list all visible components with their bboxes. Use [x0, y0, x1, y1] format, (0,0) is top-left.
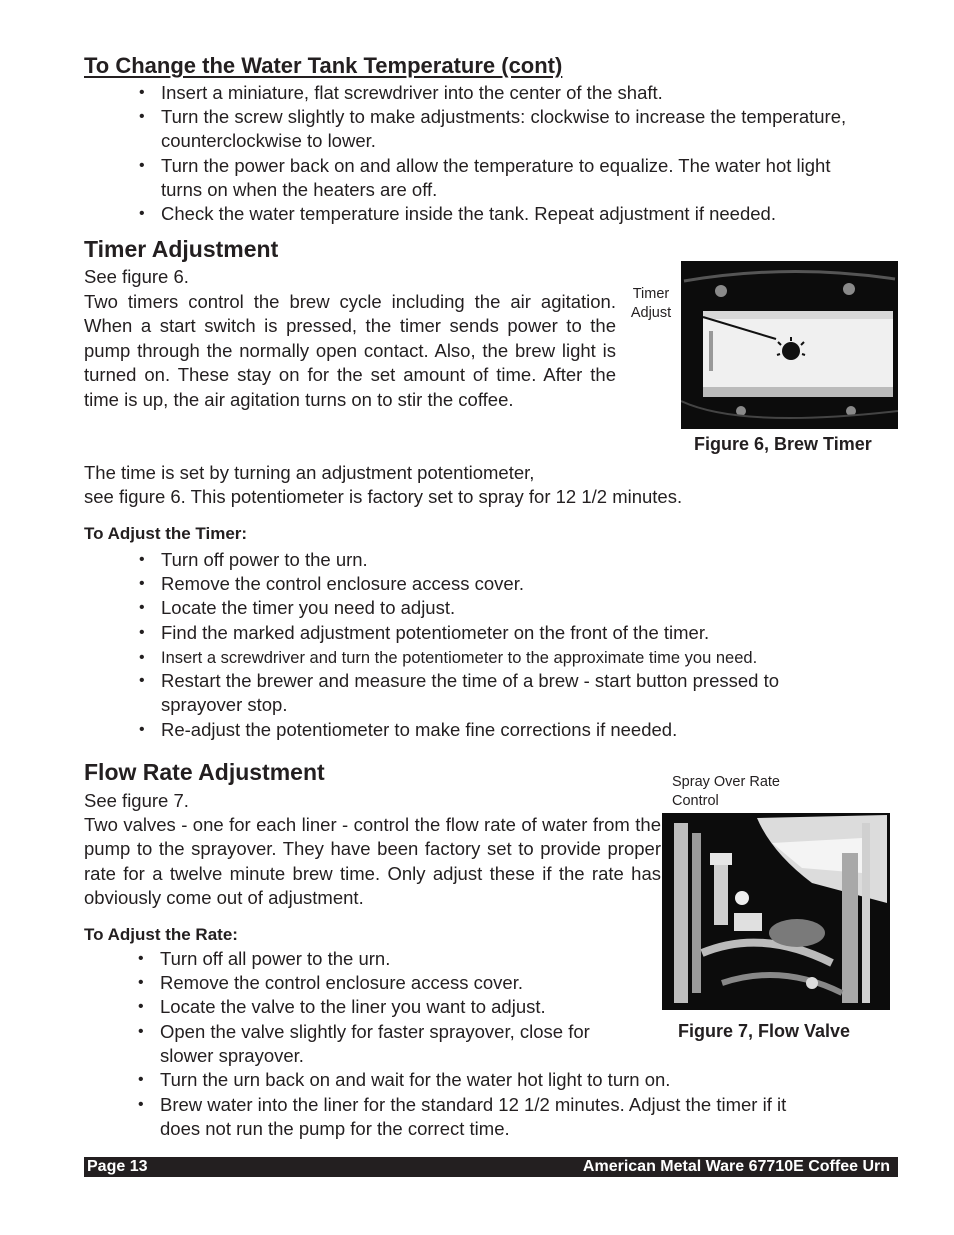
- list-item: • Remove the control enclosure access cover.: [138, 971, 628, 995]
- bullet: •: [139, 672, 145, 689]
- footer-bar: [84, 1157, 898, 1177]
- list-item: • Locate the valve to the liner you want to adjust.: [138, 995, 628, 1019]
- bullet: •: [139, 84, 145, 101]
- bullet: •: [138, 998, 144, 1015]
- figure-7-caption: Figure 7, Flow Valve: [678, 1021, 851, 1041]
- see-figure-6: See figure 6.: [84, 266, 189, 287]
- section-heading-timer: Timer Adjustment: [84, 236, 279, 262]
- list-item: • Turn off all power to the urn.: [138, 947, 628, 971]
- list-item: • Insert a miniature, flat screwdriver into the center of the shaft.: [139, 81, 859, 105]
- section-heading-water-tank: To Change the Water Tank Temperature (cont): [84, 53, 563, 78]
- bullet: •: [139, 551, 145, 568]
- list-item: • Find the marked adjustment potentiometer on the front of the timer.: [139, 621, 859, 645]
- list-item: • Insert a screwdriver and turn the potentiometer to the approximate time you need.: [139, 646, 879, 670]
- list-item: • Turn off power to the urn.: [139, 548, 859, 572]
- document-title: American Metal Ware 67710E Coffee Urn: [582, 1158, 890, 1175]
- figure-label-timer-adjust: Timer Adjust: [630, 286, 672, 321]
- list-item: • Turn the urn back on and wait for the water hot light to turn on.: [138, 1068, 788, 1092]
- bullet: •: [139, 649, 145, 666]
- flow-paragraph: Two valves - one for each liner - control the flow rate of water from the pump to the sprayover. They have been factory set to provide proper rate for a twelve minute brew time. Only adjust these if the rate has obviously come out of adjustment.: [84, 814, 661, 909]
- figure-label-spray-over-rate: Spray Over Rate Control: [672, 774, 780, 809]
- section-heading-flow-rate: Flow Rate Adjustment: [84, 759, 325, 785]
- subheading-adjust-rate: To Adjust the Rate:: [84, 925, 238, 944]
- list-item: • Brew water into the liner for the standard 12 1/2 minutes. Adjust the timer if it does not run the pump for the correct time.: [138, 1094, 787, 1140]
- page-number: Page 13: [87, 1158, 148, 1175]
- bullet: •: [138, 1096, 144, 1113]
- bullet: •: [138, 1023, 144, 1040]
- bullet: •: [139, 575, 145, 592]
- list-item: • Re-adjust the potentiometer to make fine corrections if needed.: [139, 718, 859, 742]
- list-item: • Turn the screw slightly to make adjustments: clockwise to increase the temperature, counterclockwise to lower.: [139, 106, 847, 152]
- figure-6-caption: Figure 6, Brew Timer: [694, 434, 872, 454]
- list-item: • Restart the brewer and measure the time of a brew - start button pressed to sprayover stop.: [139, 670, 779, 716]
- flow-valve-photo: [662, 813, 890, 1010]
- bullet: •: [139, 721, 145, 738]
- bullet: •: [139, 157, 145, 174]
- list-item: • Open the valve slightly for faster sprayover, close for slower sprayover.: [138, 1021, 590, 1067]
- list-item: • Turn the power back on and allow the temperature to equalize. The water hot light turns on when the heaters are off.: [139, 155, 831, 201]
- bullet: •: [138, 950, 144, 967]
- timer-paragraph-2-line-2: see figure 6. This potentiometer is factory set to spray for 12 1/2 minutes.: [84, 486, 683, 507]
- bullet: •: [139, 205, 145, 222]
- list-item: • Check the water temperature inside the tank. Repeat adjustment if needed.: [139, 202, 879, 226]
- list-item: • Locate the timer you need to adjust.: [139, 596, 859, 620]
- bullet: •: [139, 108, 145, 125]
- bullet: •: [138, 1071, 144, 1088]
- list-item: • Remove the control enclosure access cover.: [139, 572, 859, 596]
- bullet: •: [139, 599, 145, 616]
- bullet: •: [139, 624, 145, 641]
- see-figure-7: See figure 7.: [84, 790, 189, 811]
- timer-paragraph: Two timers control the brew cycle including the air agitation. When a start switch is pressed, the timer sends power to the pump through the normally open contact. Also, the brew light is turned on. These stay on for the set amount of time. After the time is up, the air agitation turns on to stir the coffee.: [84, 291, 616, 410]
- brew-timer-photo: [681, 261, 898, 429]
- bullet: •: [138, 974, 144, 991]
- timer-paragraph-2-line-1: The time is set by turning an adjustment potentiometer,: [84, 462, 535, 483]
- subheading-adjust-timer: To Adjust the Timer:: [84, 524, 248, 543]
